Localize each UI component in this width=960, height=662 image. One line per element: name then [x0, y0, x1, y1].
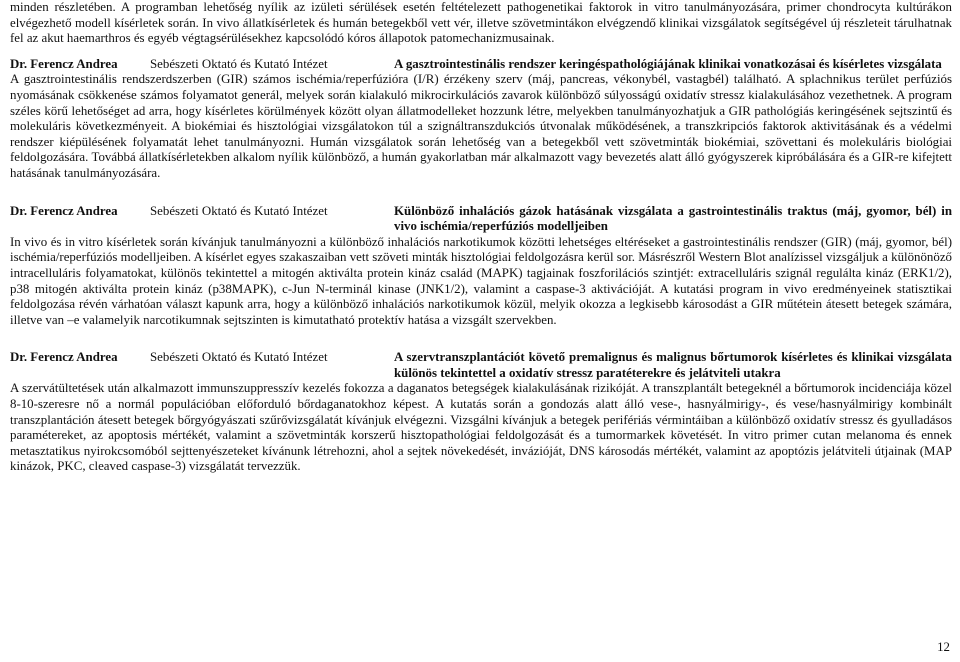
project-institute: Sebészeti Oktató és Kutató Intézet — [150, 56, 328, 71]
project-header — [10, 57, 952, 73]
project-author: Dr. Ferencz Andrea — [10, 350, 118, 365]
project-header — [10, 204, 952, 235]
project-entry-1 — [10, 57, 952, 182]
project-abstract: In vivo és in vitro kísérletek során kívánjuk tanulmányozni a különböző inhalációs narkotikumok közötti lehetséges eltéréseket a gastrointestinális rendszer (GIR) (máj, gyomor, bél) ischémia/reperfúziós modelljeiben. A kísérlet egyes szakaszaiban vett szöveti minták hisztológiai feldolgozásra kerül sor. Másrészről Western Blot analízissel vizsgáljuk a különönöző intracelluláris folyamatokat, különös tekintettel a mitogén aktiválta protein kináz család (MAPK) tagjainak foszforilációs szintjét: extracelluláris szignál regulálta kináz (ERK1/2), p38 mitogén aktiválta protein kináz (p38MAPK), c-Jun N-terminál kinase (JNK1/2), valamint a caspase-3 aktivációját. A kutatási program in vivo eredményeinek statisztikai feldolgozása révén várhatóan választ kapunk arra, hogy a különböző inhalációs narkotikumok közül, melyik okozza a legkisebb károsodást a GIR műtétein átesett betegek számára, illetve van –e valamelyik narcotikumnak sejtszinten is kimutatható protektív hatása a vizsgált szervekben. — [10, 234, 952, 327]
project-header — [10, 350, 952, 381]
project-entry-2 — [10, 204, 952, 329]
project-title: A gasztrointestinális rendszer keringéspathológiájának klinikai vonatkozásai és kísérletes vizsgálata — [394, 56, 942, 71]
project-title: Különböző inhalációs gázok hatásának vizsgálata a gastrointestinális traktus (máj, gyomor, bél) in vivo ischémia/reperfúziós modelljeiben — [394, 203, 952, 234]
project-institute: Sebészeti Oktató és Kutató Intézet — [150, 203, 328, 218]
project-author: Dr. Ferencz Andrea — [10, 203, 118, 218]
page-number: 12 — [937, 640, 950, 655]
project-author: Dr. Ferencz Andrea — [10, 56, 118, 71]
project-title: A szervtranszplantációt követő premalignus és malignus bőrtumorok kísérletes és klinikai vizsgálata különös tekintettel a oxidatív stressz paratéterekre és jelátviteli utakra — [394, 350, 952, 380]
project-entry-3 — [10, 350, 952, 475]
project-abstract: A szervátültetések után alkalmazott immunszuppresszív kezelés fokozza a daganatos betegségek kialakulásának rizikóját. A transzplantált betegeknél a bőrtumorok incidenciája közel 8-10-szeresre nő a normál populációban előforduló bőrdaganatokhoz képest. A kutatás során a gondozás alatt álló vese-, hasnyálmirigy-, és vese/hasnyálmirigy kombinált transzplantáción átesett betegek bőrgyógyászati szűrővizsgálatát kívánjuk elvégezni. Vizsgálni kívánjuk a betegek perifériás vérmintáiban a különböző oxidatív stressz és gyulladásos paramétereket, az apoptosis mértékét, valamint a szövetminták korszerű hisztopathológiai feldolgozását és a tumormarkek követését. In vitro primer cutan melanoma és ennek metasztatikus nyirokcsomóból sejttenyészeteket kívánunk létrehozni, ahol a sejtek növekedését, invázióját, DNS károsodás mértékét, valamint az apoptózis jelátviteli útjainak (MAP kinázok, PKC, cleaved caspase-3) vizsgálatát tervezzük. — [10, 381, 952, 474]
project-institute: Sebészeti Oktató és Kutató Intézet — [150, 350, 328, 365]
intro-paragraph: minden részletében. A programban lehetőség nyílik az izületi sérülések esetén feltételezett pathogenetikai faktorok in vitro tanulmányozására, primer chondrocyta kultúrákon elvégezhető modell kísérletek során. In vivo állatkísérletek és humán betegekből vett vér, illetve szövetmintákon elvégzendő klinikai vizsgálatok segítségével új részleteit tárulhatnak fel az akut haemarthros és egyéb végtagsérülésekhez kapcsolódó kóros állapotok patomechanizmusainak. — [10, 0, 952, 46]
document-page — [10, 0, 952, 475]
project-abstract: A gasztrointestinális rendszerdszerben (GIR) számos ischémia/reperfúzióra (I/R) érzékeny szerv (máj, pancreas, vékonybél, vastagbél) található. A splachnikus terület perfúziós nyomásának csökkenése számos folyamatot generál, melyek során kialakuló mikrocirkulációs zavarok különböző súlyosságú oxidatív stressz kialakulásához vezethetnek. A program széles körű lehetőséget ad arra, hogy kísérletes körülmények között olyan állatmodelleket hozzunk létre, melyekben tanulmányozhatjuk a GIR pathológiás keringésének sejtszintű és molekuláris következményeit. A biokémiai és hisztológiai vizsgálatokon túl a szignáltranszdukciós útvonalak működésének, a transzkripciós faktorok aktivitásának és a védelmi rendszer kiépülésének folyamatát lehet tanulmányozni. Humán vizsgálatok során lehetőség van a betegekből vett szövetminták biokémiai, szövettani és molekuláris biológiai feldolgozására. Továbbá állatkísérletekben alkalom nyílik különböző, a humán gyakorlatban már alkalmazott vagy bevezetés alatt álló gyógyszerek kipróbálására és a GIR-re kifejtett hatásának tanulmányozására. — [10, 72, 952, 180]
